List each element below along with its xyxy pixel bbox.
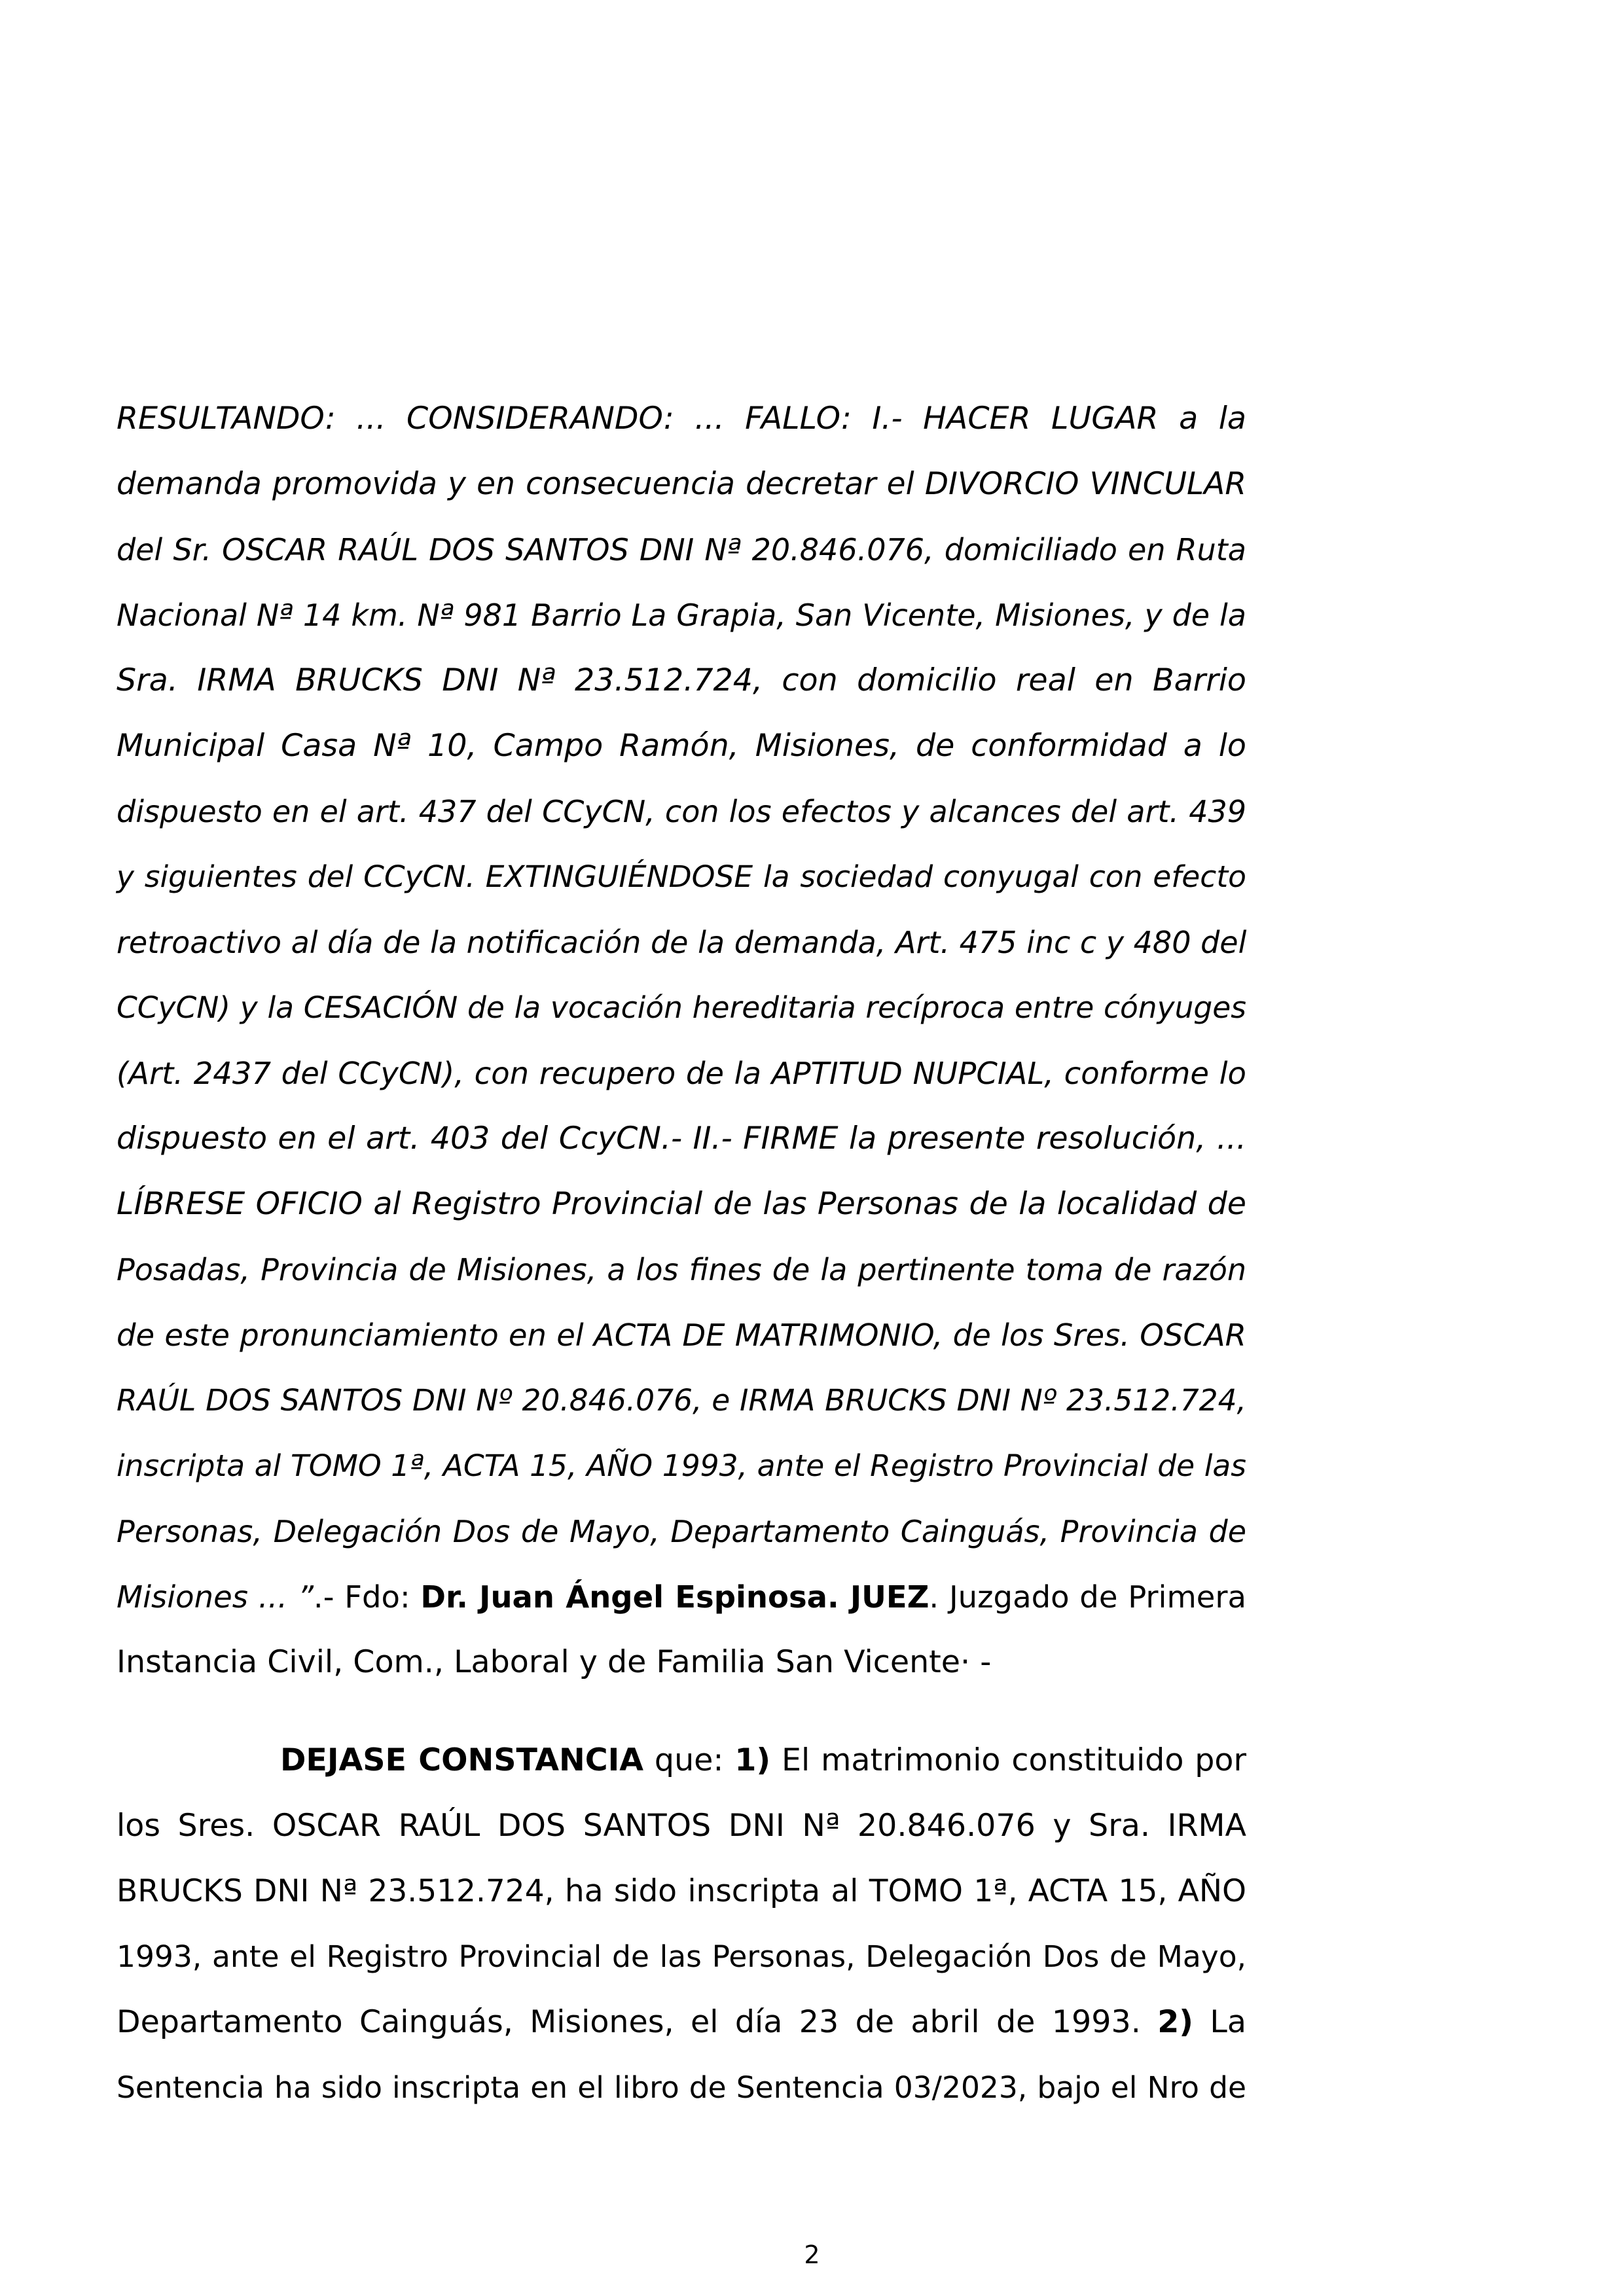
constancia-line: los Sres. OSCAR RAÚL DOS SANTOS DNI Nª 20.846.076 y Sra. IRMA — [117, 1808, 1246, 1844]
fallo-line: dispuesto en el art. 403 del CcyCN.- II.- FIRME la presente resolución, ... — [117, 1121, 1246, 1157]
fallo-line: retroactivo al día de la notificación de la demanda, Art. 475 inc c y 480 del — [117, 925, 1247, 960]
constancia-line: Sentencia ha sido inscripta en el libro de Sentencia 03/2023, bajo el Nro de — [117, 2070, 1246, 2105]
court-line: Instancia Civil, Com., Laboral y de Familia San Vicente· - — [117, 1644, 992, 1680]
judge-signatory: Dr. Juan Ángel Espinosa. JUEZ — [420, 1579, 929, 1615]
fallo-line: CCyCN) y la CESACIÓN de la vocación hereditaria recíproca entre cónyuges — [117, 990, 1246, 1025]
fallo-line: RAÚL DOS SANTOS DNI Nº 20.846.076, e IRMA BRUCKS DNI Nº 23.512.724, — [117, 1383, 1246, 1418]
constancia-line: BRUCKS DNI Nª 23.512.724, ha sido inscripta al TOMO 1ª, ACTA 15, AÑO — [117, 1873, 1246, 1909]
fallo-line: Nacional Nª 14 km. Nª 981 Barrio La Grapia, San Vicente, Misiones, y de la — [117, 598, 1246, 633]
fallo-line: de este pronunciamiento en el ACTA DE MATRIMONIO, de los Sres. OSCAR — [117, 1318, 1246, 1353]
fdo-label: .- Fdo: — [313, 1579, 421, 1615]
fallo-line: (Art. 2437 del CCyCN), con recupero de la APTITUD NUPCIAL, conforme lo — [117, 1056, 1246, 1091]
constancia-text: Departamento Cainguás, Misiones, el día 23 de abril de 1993. — [117, 2004, 1158, 2040]
fallo-line: Posadas, Provincia de Misiones, a los fines de la pertinente toma de razón — [117, 1252, 1246, 1287]
fallo-line: inscripta al TOMO 1ª, ACTA 15, AÑO 1993, ante el Registro Provincial de las — [117, 1448, 1246, 1483]
constancia-line — [117, 1996, 1246, 2049]
fallo-line: Municipal Casa Nª 10, Campo Ramón, Misiones, de conformidad a lo — [117, 728, 1246, 764]
page-number: 2 — [804, 2240, 820, 2269]
fallo-line: Sra. IRMA BRUCKS DNI Nª 23.512.724, con domicilio real en Barrio — [117, 662, 1246, 698]
constancia-line: 1993, ante el Registro Provincial de las Personas, Delegación Dos de Mayo, — [117, 1939, 1246, 1974]
constancia-text: El matrimonio constituido por — [770, 1742, 1247, 1778]
constancia-text: La — [1193, 2004, 1246, 2040]
court-name-start: . Juzgado de Primera — [929, 1579, 1246, 1615]
constancia-heading: DEJASE CONSTANCIA — [280, 1742, 644, 1778]
fallo-line: RESULTANDO: ... CONSIDERANDO: ... FALLO: I.- HACER LUGAR a la — [117, 401, 1246, 437]
fallo-line: LÍBRESE OFICIO al Registro Provincial de las Personas de la localidad de — [117, 1186, 1246, 1222]
item-marker-2: 2) — [1157, 2004, 1193, 2040]
item-marker-1: 1) — [734, 1742, 771, 1778]
fallo-line: Personas, Delegación Dos de Mayo, Departamento Cainguás, Provincia de — [117, 1514, 1246, 1549]
signature-line — [117, 1571, 1246, 1623]
constancia-first-line — [280, 1734, 1246, 1787]
fallo-line: demanda promovida y en consecuencia decretar el DIVORCIO VINCULAR — [117, 466, 1246, 502]
fallo-line: del Sr. OSCAR RAÚL DOS SANTOS DNI Nª 20.846.076, domiciliado en Ruta — [117, 532, 1246, 567]
fallo-closing: Misiones ... ” — [117, 1579, 314, 1615]
fallo-line: y siguientes del CCyCN. EXTINGUIÉNDOSE la sociedad conyugal con efecto — [117, 859, 1246, 894]
constancia-text: que: — [643, 1742, 735, 1778]
fallo-line: dispuesto en el art. 437 del CCyCN, con los efectos y alcances del art. 439 — [117, 794, 1246, 829]
